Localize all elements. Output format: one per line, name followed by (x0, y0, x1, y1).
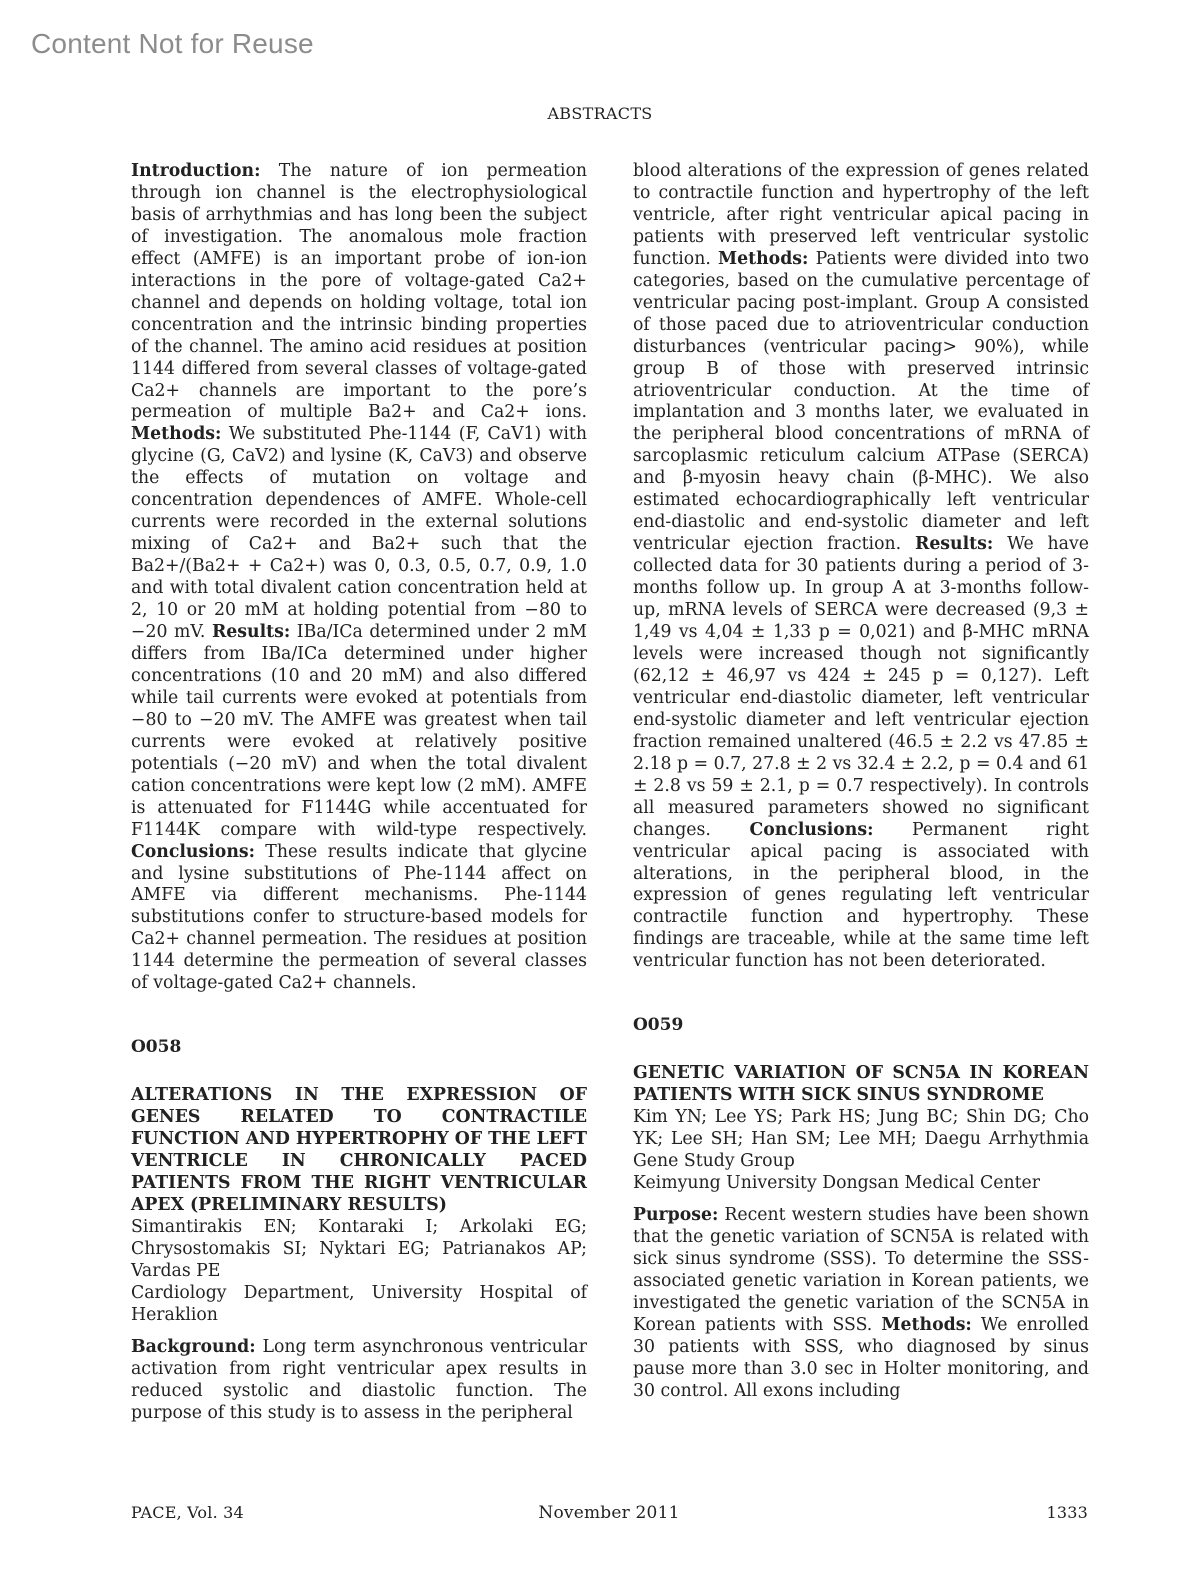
section-label-background: Background: (131, 1336, 256, 1357)
abstract-affiliation: Keimyung University Dongsan Medical Center (633, 1172, 1041, 1193)
abstract-authors: Simantirakis EN; Kontaraki I; Arkolaki EG; Chrysostomakis SI; Nyktari EG; Patrianakos AP; Vardas PE (131, 1216, 587, 1281)
footer-page-number: 1333 (1046, 1503, 1088, 1522)
section-label-purpose: Purpose: (633, 1204, 719, 1225)
section-label-methods: Methods: (131, 424, 222, 445)
abstract-title: GENETIC VARIATION OF SCN5A IN KOREAN PATIENTS WITH SICK SINUS SYNDROME (633, 1063, 1089, 1106)
continued-abstract-body (131, 161, 587, 995)
section-text-introduction: The nature of ion permeation through ion channel is the electrophysiological basis of arrhythmias and has long been the subject of investigation. The anomalous mole fraction effect (AMFE) is an important probe of ion-ion interactions in the pore of voltage-gated Ca2+ channel and depends on holding voltage, total ion concentration and the intrinsic binding properties of the channel. The amino acid residues at position 1144 differed from several classes of voltage-gated Ca2+ channels are important to the pore’s permeation of multiple Ba2+ and Ca2+ ions. (131, 161, 587, 423)
section-label-conclusions: Conclusions: (131, 841, 255, 862)
section-text-methods: Patients were divided into two categories, based on the cumulative percentage of ventricular pacing post-implant. Group A consisted of those paced due to atrioventricular conduction disturbances (ventricular pacing> 90%), while group B of those with preserved intrinsic atrioventricular conduction. At the time of implantation and 3 months later, we evaluated in the peripheral blood concentrations of mRNA of sarcoplasmic reticulum calcium ATPase (SERCA) and β-myosin heavy chain (β-MHC). We also estimated echocardiographically left ventricular end-diastolic and end-systolic diameter and left ventricular ejection fraction. (633, 248, 1089, 555)
section-label-methods: Methods: (881, 1314, 972, 1335)
abstract-id: O058 (131, 1037, 182, 1058)
right-column (633, 161, 1089, 1403)
section-text-background: Long term asynchronous ventricular activation from right ventricular apex results in reduced systolic and diastolic function. The purpose of this study is to assess in the peripheral (131, 1336, 587, 1423)
section-label-introduction: Introduction: (131, 161, 261, 181)
section-text-results: IBa/ICa determined under 2 mM differs from IBa/ICa determined under higher concentrations (10 and 20 mM) and also differed while tail currents were evoked at potentials from −80 to −20 mV. The AMFE was greatest when tail currents were evoked at relatively positive potentials (−20 mV) and when the total divalent cation concentrations were kept low (2 mM). AMFE is attenuated for F1144G while accentuated for F1144K compare with wild-type respectively. (131, 622, 587, 840)
abstract-body (131, 1337, 587, 1425)
section-label-results: Results: (211, 622, 291, 643)
abstract-body (633, 1205, 1089, 1403)
section-label-methods: Methods: (718, 248, 809, 269)
abstract-affiliation: Cardiology Department, University Hospital of Heraklion (131, 1282, 587, 1325)
abstract-title: ALTERATIONS IN THE EXPRESSION OF GENES RELATED TO CONTRACTILE FUNCTION AND HYPERTROPHY OF THE LEFT VENTRICLE IN CHRONICALLY PACED PATIENTS FROM THE RIGHT VENTRICULAR APEX (PRELIMINARY RESULTS) (131, 1085, 587, 1215)
section-label-results: Results: (914, 534, 994, 555)
section-text-purpose: Recent western studies have been shown that the genetic variation of SCN5A is related with sick sinus syndrome (SSS). To determine the SSS-associated genetic variation in Korean patients, we investigated the genetic variation of the SCN5A in Korean patients with SSS. (633, 1204, 1089, 1335)
section-text-results: We have collected data for 30 patients during a period of 3-months follow up. In group A at 3-months follow-up, mRNA levels of SERCA were decreased (9,3 ± 1,49 vs 4,04 ± 1,33 p = 0,021) and β-MHC mRNA levels were increased though not significantly (62,12 ± 46,97 vs 424 ± 245 p = 0,127). Left ventricular end-diastolic diameter, left ventricular end-systolic diameter and left ventricular ejection fraction remained unaltered (46.5 ± 2.2 vs 47.85 ± 2.18 p = 0.7, 27.8 ± 2 vs 32.4 ± 2.2, p = 0.4 and 61 ± 2.8 vs 59 ± 2.1, p = 0.7 respectively). In controls all measured parameters showed no significant changes. (633, 534, 1089, 840)
watermark: Content Not for Reuse (31, 28, 314, 59)
left-column (131, 161, 587, 1424)
section-text-methods: We enrolled 30 patients with SSS, who diagnosed by sinus pause more than 3.0 sec in Holter monitoring, and 30 control. All exons including (633, 1314, 1089, 1401)
abstract-id: O059 (633, 1015, 684, 1036)
section-text-methods: We substituted Phe-1144 (F, CaV1) with glycine (G, CaV2) and lysine (K, CaV3) and observe the effects of mutation on voltage and concentration dependences of AMFE. Whole-cell currents were recorded in the external solutions mixing of Ca2+ and Ba2+ such that the Ba2+/(Ba2+ + Ca2+) was 0, 0.3, 0.5, 0.7, 0.9, 1.0 and with total divalent cation concentration held at 2, 10 or 20 mM at holding potential from −80 to −20 mV. (131, 424, 587, 643)
continued-abstract-body (633, 161, 1089, 973)
section-text-conclusions: These results indicate that glycine and lysine substitutions of Phe-1144 affect on AMFE via different mechanisms. Phe-1144 substitutions confer to structure-based models for Ca2+ channel permeation. The residues at position 1144 determine the permeation of several classes of voltage-gated Ca2+ channels. (131, 841, 587, 994)
section-label-conclusions: Conclusions: (749, 819, 874, 840)
section-text-conclusions: Permanent right ventricular apical pacing is associated with alterations, in the peripheral blood, in the expression of genes regulating left ventricular contractile function and hypertrophy. These findings are traceable, while at the same time left ventricular function has not been deteriorated. (633, 819, 1089, 972)
abstract-authors: Kim YN; Lee YS; Park HS; Jung BC; Shin DG; Cho YK; Lee SH; Han SM; Lee MH; Daegu Arrhythmia Gene Study Group (633, 1107, 1089, 1172)
running-header: ABSTRACTS (547, 104, 653, 123)
footer-journal: PACE, Vol. 34 (131, 1503, 244, 1522)
footer-date: November 2011 (538, 1503, 680, 1523)
section-text-intro: blood alterations of the expression of genes related to contractile function and hypertrophy of the left ventricle, after right ventricular apical pacing in patients with preserved left ventricular systolic function. (633, 161, 1089, 269)
